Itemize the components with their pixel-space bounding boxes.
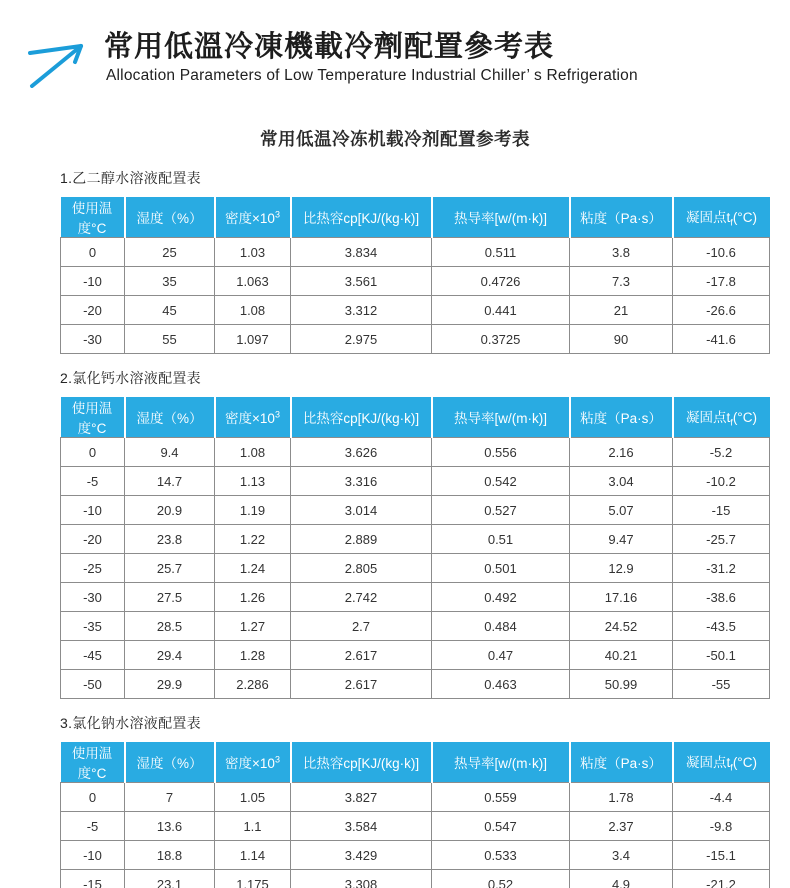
table-cell: 2.889 xyxy=(291,525,432,554)
table-cell: 13.6 xyxy=(125,812,215,841)
table-cell: 3.429 xyxy=(291,841,432,870)
table-cell: 25 xyxy=(125,238,215,267)
table-cell: 3.8 xyxy=(570,238,673,267)
column-header: 热导率[w/(m·k)] xyxy=(432,742,570,783)
table-row xyxy=(61,812,770,841)
table-cell: 0.3725 xyxy=(432,325,570,354)
table-cell: 2.37 xyxy=(570,812,673,841)
tables-area xyxy=(60,168,769,888)
table-cell: 90 xyxy=(570,325,673,354)
header-row xyxy=(61,397,770,438)
column-header: 热导率[w/(m·k)] xyxy=(432,197,570,238)
table-row xyxy=(61,783,770,812)
table-cell: 0 xyxy=(61,783,125,812)
table-cell: 1.22 xyxy=(215,525,291,554)
table-cell: 24.52 xyxy=(570,612,673,641)
column-header: 热导率[w/(m·k)] xyxy=(432,397,570,438)
table-cell: 0.542 xyxy=(432,467,570,496)
table-cell: -50 xyxy=(61,670,125,699)
table-cell: 12.9 xyxy=(570,554,673,583)
column-header: 湿度（%） xyxy=(125,397,215,438)
table-row xyxy=(61,554,770,583)
table-cell: -25.7 xyxy=(673,525,770,554)
table-cell: 0.492 xyxy=(432,583,570,612)
table-cell: 1.78 xyxy=(570,783,673,812)
table-cell: 3.626 xyxy=(291,438,432,467)
table-cell: 2.805 xyxy=(291,554,432,583)
table-row xyxy=(61,612,770,641)
table-cell: 1.03 xyxy=(215,238,291,267)
section-sodium-chloride xyxy=(60,713,769,888)
table-cell: 2.7 xyxy=(291,612,432,641)
table-cell: 2.16 xyxy=(570,438,673,467)
table-cell: -10 xyxy=(61,267,125,296)
table-heading: 常用低温冷冻机载冷剂配置参考表 xyxy=(260,129,530,149)
table-cell: -5 xyxy=(61,812,125,841)
table-cell: 23.1 xyxy=(125,870,215,888)
table-cell: 29.4 xyxy=(125,641,215,670)
table-cell: -21.2 xyxy=(673,870,770,888)
table-cell: 2.975 xyxy=(291,325,432,354)
table-cell: 5.07 xyxy=(570,496,673,525)
table-cell: -15 xyxy=(673,496,770,525)
table-cell: 21 xyxy=(570,296,673,325)
column-header: 粘度（Pa·s） xyxy=(570,742,673,783)
table-cell: 35 xyxy=(125,267,215,296)
sodium-chloride-table xyxy=(60,742,770,888)
table-cell: 3.316 xyxy=(291,467,432,496)
column-header: 比热容cp[KJ/(kg·k)] xyxy=(291,197,432,238)
column-header: 粘度（Pa·s） xyxy=(570,197,673,238)
table-cell: -5.2 xyxy=(673,438,770,467)
header-row xyxy=(61,197,770,238)
table-cell: -30 xyxy=(61,583,125,612)
header-row xyxy=(61,742,770,783)
table-cell: -15.1 xyxy=(673,841,770,870)
table-cell: -43.5 xyxy=(673,612,770,641)
table-cell: -30 xyxy=(61,325,125,354)
table-row xyxy=(61,325,770,354)
table-row xyxy=(61,496,770,525)
table-cell: 0.533 xyxy=(432,841,570,870)
table-cell: 0.547 xyxy=(432,812,570,841)
table-cell: 3.584 xyxy=(291,812,432,841)
table-cell: -38.6 xyxy=(673,583,770,612)
table-row xyxy=(61,641,770,670)
column-header: 比热容cp[KJ/(kg·k)] xyxy=(291,397,432,438)
table-cell: 18.8 xyxy=(125,841,215,870)
table-cell: 0.52 xyxy=(432,870,570,888)
table-cell: 1.05 xyxy=(215,783,291,812)
table-cell: 0.4726 xyxy=(432,267,570,296)
table-cell: 1.27 xyxy=(215,612,291,641)
table-cell: 1.19 xyxy=(215,496,291,525)
column-header: 湿度（%） xyxy=(125,742,215,783)
table-cell: 55 xyxy=(125,325,215,354)
table-row xyxy=(61,296,770,325)
table-cell: 3.04 xyxy=(570,467,673,496)
section-label: 1.乙二醇水溶液配置表 xyxy=(60,170,201,186)
table-cell: 23.8 xyxy=(125,525,215,554)
table-cell: 1.24 xyxy=(215,554,291,583)
table-cell: -26.6 xyxy=(673,296,770,325)
table-cell: 2.617 xyxy=(291,670,432,699)
table-cell: 1.28 xyxy=(215,641,291,670)
table-cell: 0.463 xyxy=(432,670,570,699)
table-cell: 7 xyxy=(125,783,215,812)
column-header: 使用温度°C xyxy=(61,742,125,783)
column-header: 凝固点$t_f(^\circ C)$ xyxy=(673,197,770,238)
table-cell: -15 xyxy=(61,870,125,888)
table-cell: 0.484 xyxy=(432,612,570,641)
table-cell: 2.742 xyxy=(291,583,432,612)
table-cell: -10.6 xyxy=(673,238,770,267)
table-cell: 27.5 xyxy=(125,583,215,612)
table-cell: 28.5 xyxy=(125,612,215,641)
table-cell: -25 xyxy=(61,554,125,583)
table-row xyxy=(61,870,770,888)
table-cell: 0.556 xyxy=(432,438,570,467)
table-cell: 2.617 xyxy=(291,641,432,670)
doc-title: 常用低溫冷凍機載冷劑配置參考表 xyxy=(104,31,555,63)
ethylene-glycol-table xyxy=(60,197,770,354)
table-cell: -55 xyxy=(673,670,770,699)
column-header: 密度$\times 10^3$ xyxy=(215,742,291,783)
column-header: 凝固点$t_f(^\circ C)$ xyxy=(673,397,770,438)
table-cell: 40.21 xyxy=(570,641,673,670)
section-label: 3.氯化钠水溶液配置表 xyxy=(60,715,201,731)
table-cell: 9.4 xyxy=(125,438,215,467)
title-block xyxy=(104,30,638,85)
table-cell: -31.2 xyxy=(673,554,770,583)
table-cell: -5 xyxy=(61,467,125,496)
table-row xyxy=(61,841,770,870)
column-header: 湿度（%） xyxy=(125,197,215,238)
table-row xyxy=(61,238,770,267)
table-cell: 3.014 xyxy=(291,496,432,525)
section-label: 2.氯化钙水溶液配置表 xyxy=(60,370,201,386)
table-cell: 17.16 xyxy=(570,583,673,612)
table-cell: 1.175 xyxy=(215,870,291,888)
table-cell: 3.4 xyxy=(570,841,673,870)
column-header: 使用温度°C xyxy=(61,397,125,438)
calcium-chloride-table xyxy=(60,397,770,699)
table-cell: 25.7 xyxy=(125,554,215,583)
column-header: 密度$\times 10^3$ xyxy=(215,197,291,238)
table-row xyxy=(61,267,770,296)
table-cell: 1.1 xyxy=(215,812,291,841)
table-cell: -10.2 xyxy=(673,467,770,496)
table-cell: 29.9 xyxy=(125,670,215,699)
table-cell: 3.834 xyxy=(291,238,432,267)
table-cell: 1.26 xyxy=(215,583,291,612)
table-cell: 0 xyxy=(61,238,125,267)
table-cell: -45 xyxy=(61,641,125,670)
table-cell: -9.8 xyxy=(673,812,770,841)
table-cell: 0.501 xyxy=(432,554,570,583)
table-cell: -10 xyxy=(61,496,125,525)
table-cell: 0.51 xyxy=(432,525,570,554)
table-row xyxy=(61,583,770,612)
section-ethylene-glycol xyxy=(60,168,769,354)
table-cell: -20 xyxy=(61,296,125,325)
doc-subtitle: Allocation Parameters of Low Temperature Industrial Chiller’ s Refrigeration xyxy=(106,66,638,84)
table-cell: -50.1 xyxy=(673,641,770,670)
column-header: 凝固点$t_f(^\circ C)$ xyxy=(673,742,770,783)
table-cell: 14.7 xyxy=(125,467,215,496)
table-cell: 0.441 xyxy=(432,296,570,325)
table-cell: 7.3 xyxy=(570,267,673,296)
table-cell: -4.4 xyxy=(673,783,770,812)
table-cell: 20.9 xyxy=(125,496,215,525)
table-cell: -35 xyxy=(61,612,125,641)
table-cell: -10 xyxy=(61,841,125,870)
table-cell: 50.99 xyxy=(570,670,673,699)
table-cell: 9.47 xyxy=(570,525,673,554)
table-row xyxy=(61,467,770,496)
table-cell: 0 xyxy=(61,438,125,467)
table-row xyxy=(61,438,770,467)
table-cell: 1.08 xyxy=(215,296,291,325)
column-header: 粘度（Pa·s） xyxy=(570,397,673,438)
table-cell: -41.6 xyxy=(673,325,770,354)
table-cell: 1.13 xyxy=(215,467,291,496)
column-header: 使用温度°C xyxy=(61,197,125,238)
table-cell: 4.9 xyxy=(570,870,673,888)
table-cell: 0.559 xyxy=(432,783,570,812)
doc-header xyxy=(0,0,790,88)
table-cell: 2.286 xyxy=(215,670,291,699)
table-cell: 3.312 xyxy=(291,296,432,325)
table-cell: -17.8 xyxy=(673,267,770,296)
column-header: 比热容cp[KJ/(kg·k)] xyxy=(291,742,432,783)
table-cell: -20 xyxy=(61,525,125,554)
column-header: 密度$\times 10^3$ xyxy=(215,397,291,438)
table-cell: 3.561 xyxy=(291,267,432,296)
table-cell: 0.527 xyxy=(432,496,570,525)
table-cell: 1.063 xyxy=(215,267,291,296)
table-cell: 1.14 xyxy=(215,841,291,870)
table-cell: 3.827 xyxy=(291,783,432,812)
table-cell: 3.308 xyxy=(291,870,432,888)
table-cell: 0.47 xyxy=(432,641,570,670)
table-row xyxy=(61,670,770,699)
table-row xyxy=(61,525,770,554)
table-cell: 1.08 xyxy=(215,438,291,467)
table-cell: 1.097 xyxy=(215,325,291,354)
table-cell: 45 xyxy=(125,296,215,325)
arrow-up-right-icon xyxy=(26,30,90,88)
table-cell: 0.511 xyxy=(432,238,570,267)
section-calcium-chloride xyxy=(60,368,769,699)
